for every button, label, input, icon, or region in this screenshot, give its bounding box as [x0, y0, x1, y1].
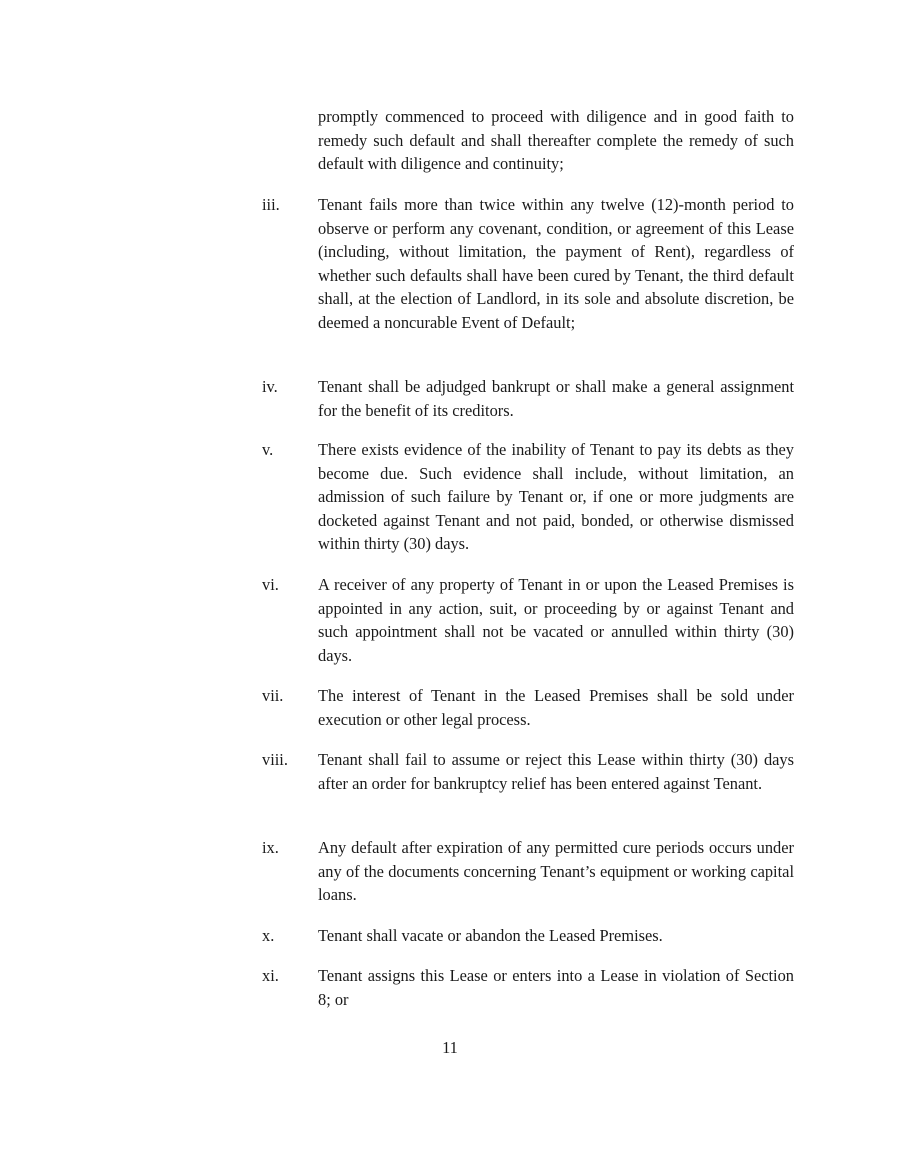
item-text: A receiver of any property of Tenant in or upon the Leased Premises is appointed in any action, suit, or proceeding by or against Tenant and such appointment shall not be vacated or annulled within thirty (30) days.: [318, 575, 794, 665]
item-number: iii.: [262, 195, 280, 214]
item-text: Tenant fails more than twice within any twelve (12)-month period to observe or perform any covenant, condition, or agreement of this Lease (including, without limitation, the payment of Rent), regardless of whether such defaults shall have been cured by Tenant, the third default shall, at the election of Landlord, in its sole and absolute discretion, be deemed a noncurable Event of Default;: [318, 195, 794, 332]
continuation-paragraph: promptly commenced to proceed with diligence and in good faith to remedy such default and shall thereafter complete the remedy of such default with diligence and continuity;: [318, 107, 794, 174]
item-text: Tenant shall be adjudged bankrupt or shall make a general assignment for the benefit of its creditors.: [318, 377, 794, 420]
item-number: vii.: [262, 686, 284, 705]
item-number: iv.: [262, 377, 278, 396]
item-number: viii.: [262, 750, 288, 769]
item-text: There exists evidence of the inability of Tenant to pay its debts as they become due. Such evidence shall include, without limitation, an admission of such failure by Tenant or, if one or more judgments are docketed against Tenant and not paid, bonded, or otherwise dismissed within thirty (30) days.: [318, 440, 794, 554]
item-number: ix.: [262, 838, 279, 857]
item-text: Tenant shall fail to assume or reject this Lease within thirty (30) days after an order for bankruptcy relief has been entered against Tenant.: [318, 750, 794, 793]
page-number: 11: [442, 1038, 458, 1057]
item-number: v.: [262, 440, 274, 459]
item-number: vi.: [262, 575, 279, 594]
item-text: Tenant assigns this Lease or enters into a Lease in violation of Section 8; or: [318, 966, 794, 1009]
item-number: x.: [262, 926, 275, 945]
item-number: xi.: [262, 966, 279, 985]
item-text: Any default after expiration of any permitted cure periods occurs under any of the documents concerning Tenant’s equipment or working capital loans.: [318, 838, 794, 905]
item-text: The interest of Tenant in the Leased Premises shall be sold under execution or other legal process.: [318, 686, 794, 729]
item-text: Tenant shall vacate or abandon the Leased Premises.: [318, 926, 663, 945]
